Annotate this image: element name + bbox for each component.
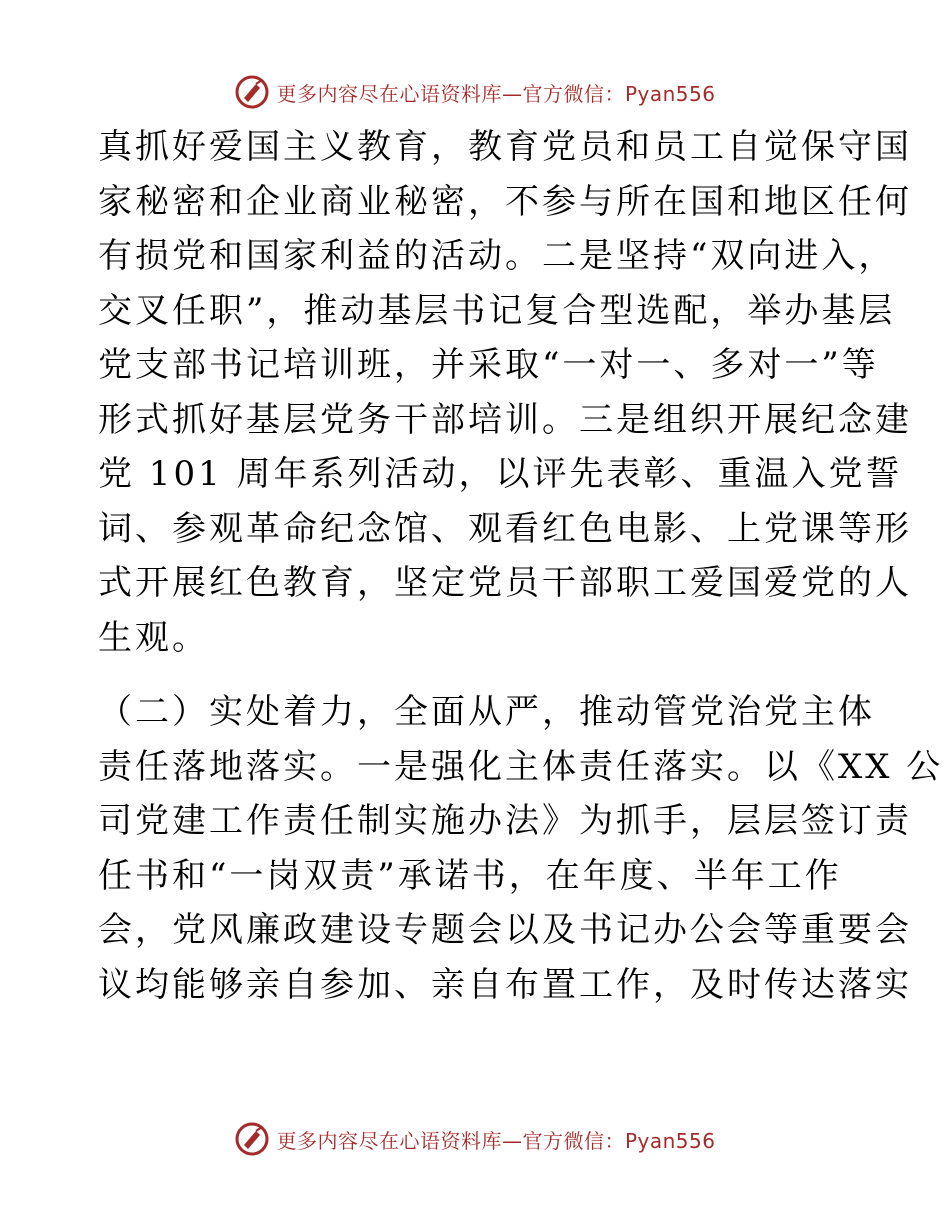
text-line: 党支部书记培训班，并采取“一对一、多对一”等 [98, 345, 879, 385]
text-line: 家秘密和企业商业秘密，不参与所在国和地区任何 [98, 181, 912, 222]
text-line: 真抓好爱国主义教育，教育党员和员工自觉保守国 [98, 127, 912, 167]
text-line: 有损党和国家利益的活动。二是坚持“双向进入， [98, 236, 896, 276]
footer-watermark-text: 更多内容尽在心语资料库—官方微信：Pyan556 [276, 1128, 716, 1153]
text-line: 责任落地落实。一是强化主体责任落实。以《XX 公 [98, 746, 944, 787]
header-watermark [0, 70, 950, 114]
text-line: 议均能够亲自参加、亲自布置工作，及时传达落实 [98, 964, 912, 1005]
text-line: 党 101 周年系列活动，以评先表彰、重温入党誓 [98, 454, 903, 494]
paragraph-2 [98, 685, 944, 1012]
header-watermark-text: 更多内容尽在心语资料库—官方微信：Pyan556 [276, 81, 716, 106]
watermark-logo-icon [234, 74, 270, 110]
text-line: 司党建工作责任制实施办法》为抓手，层层签订责 [98, 801, 912, 841]
text-line: 交叉任职”，推动基层书记复合型选配，举办基层 [98, 290, 896, 331]
watermark-logo-icon [234, 1121, 270, 1157]
text-line: 会，党风廉政建设专题会以及书记办公会等重要会 [98, 910, 912, 950]
paragraph-1 [98, 120, 912, 665]
text-line: 任书和“一岗双责”承诺书，在年度、半年工作 [98, 855, 842, 896]
footer-watermark [0, 1117, 950, 1161]
text-line: 词、参观革命纪念馆、观看红色电影、上党课等形 [98, 508, 912, 549]
document-body [98, 120, 944, 1012]
paragraph-spacer [98, 665, 858, 685]
text-line: 式开展红色教育，坚定党员干部职工爱国爱党的人 [98, 563, 912, 603]
text-line: 形式抓好基层党务干部培训。三是组织开展纪念建 [98, 399, 912, 440]
text-line: 生观。 [98, 617, 209, 658]
text-line: （二）实处着力，全面从严，推动管党治党主体 [98, 692, 875, 732]
